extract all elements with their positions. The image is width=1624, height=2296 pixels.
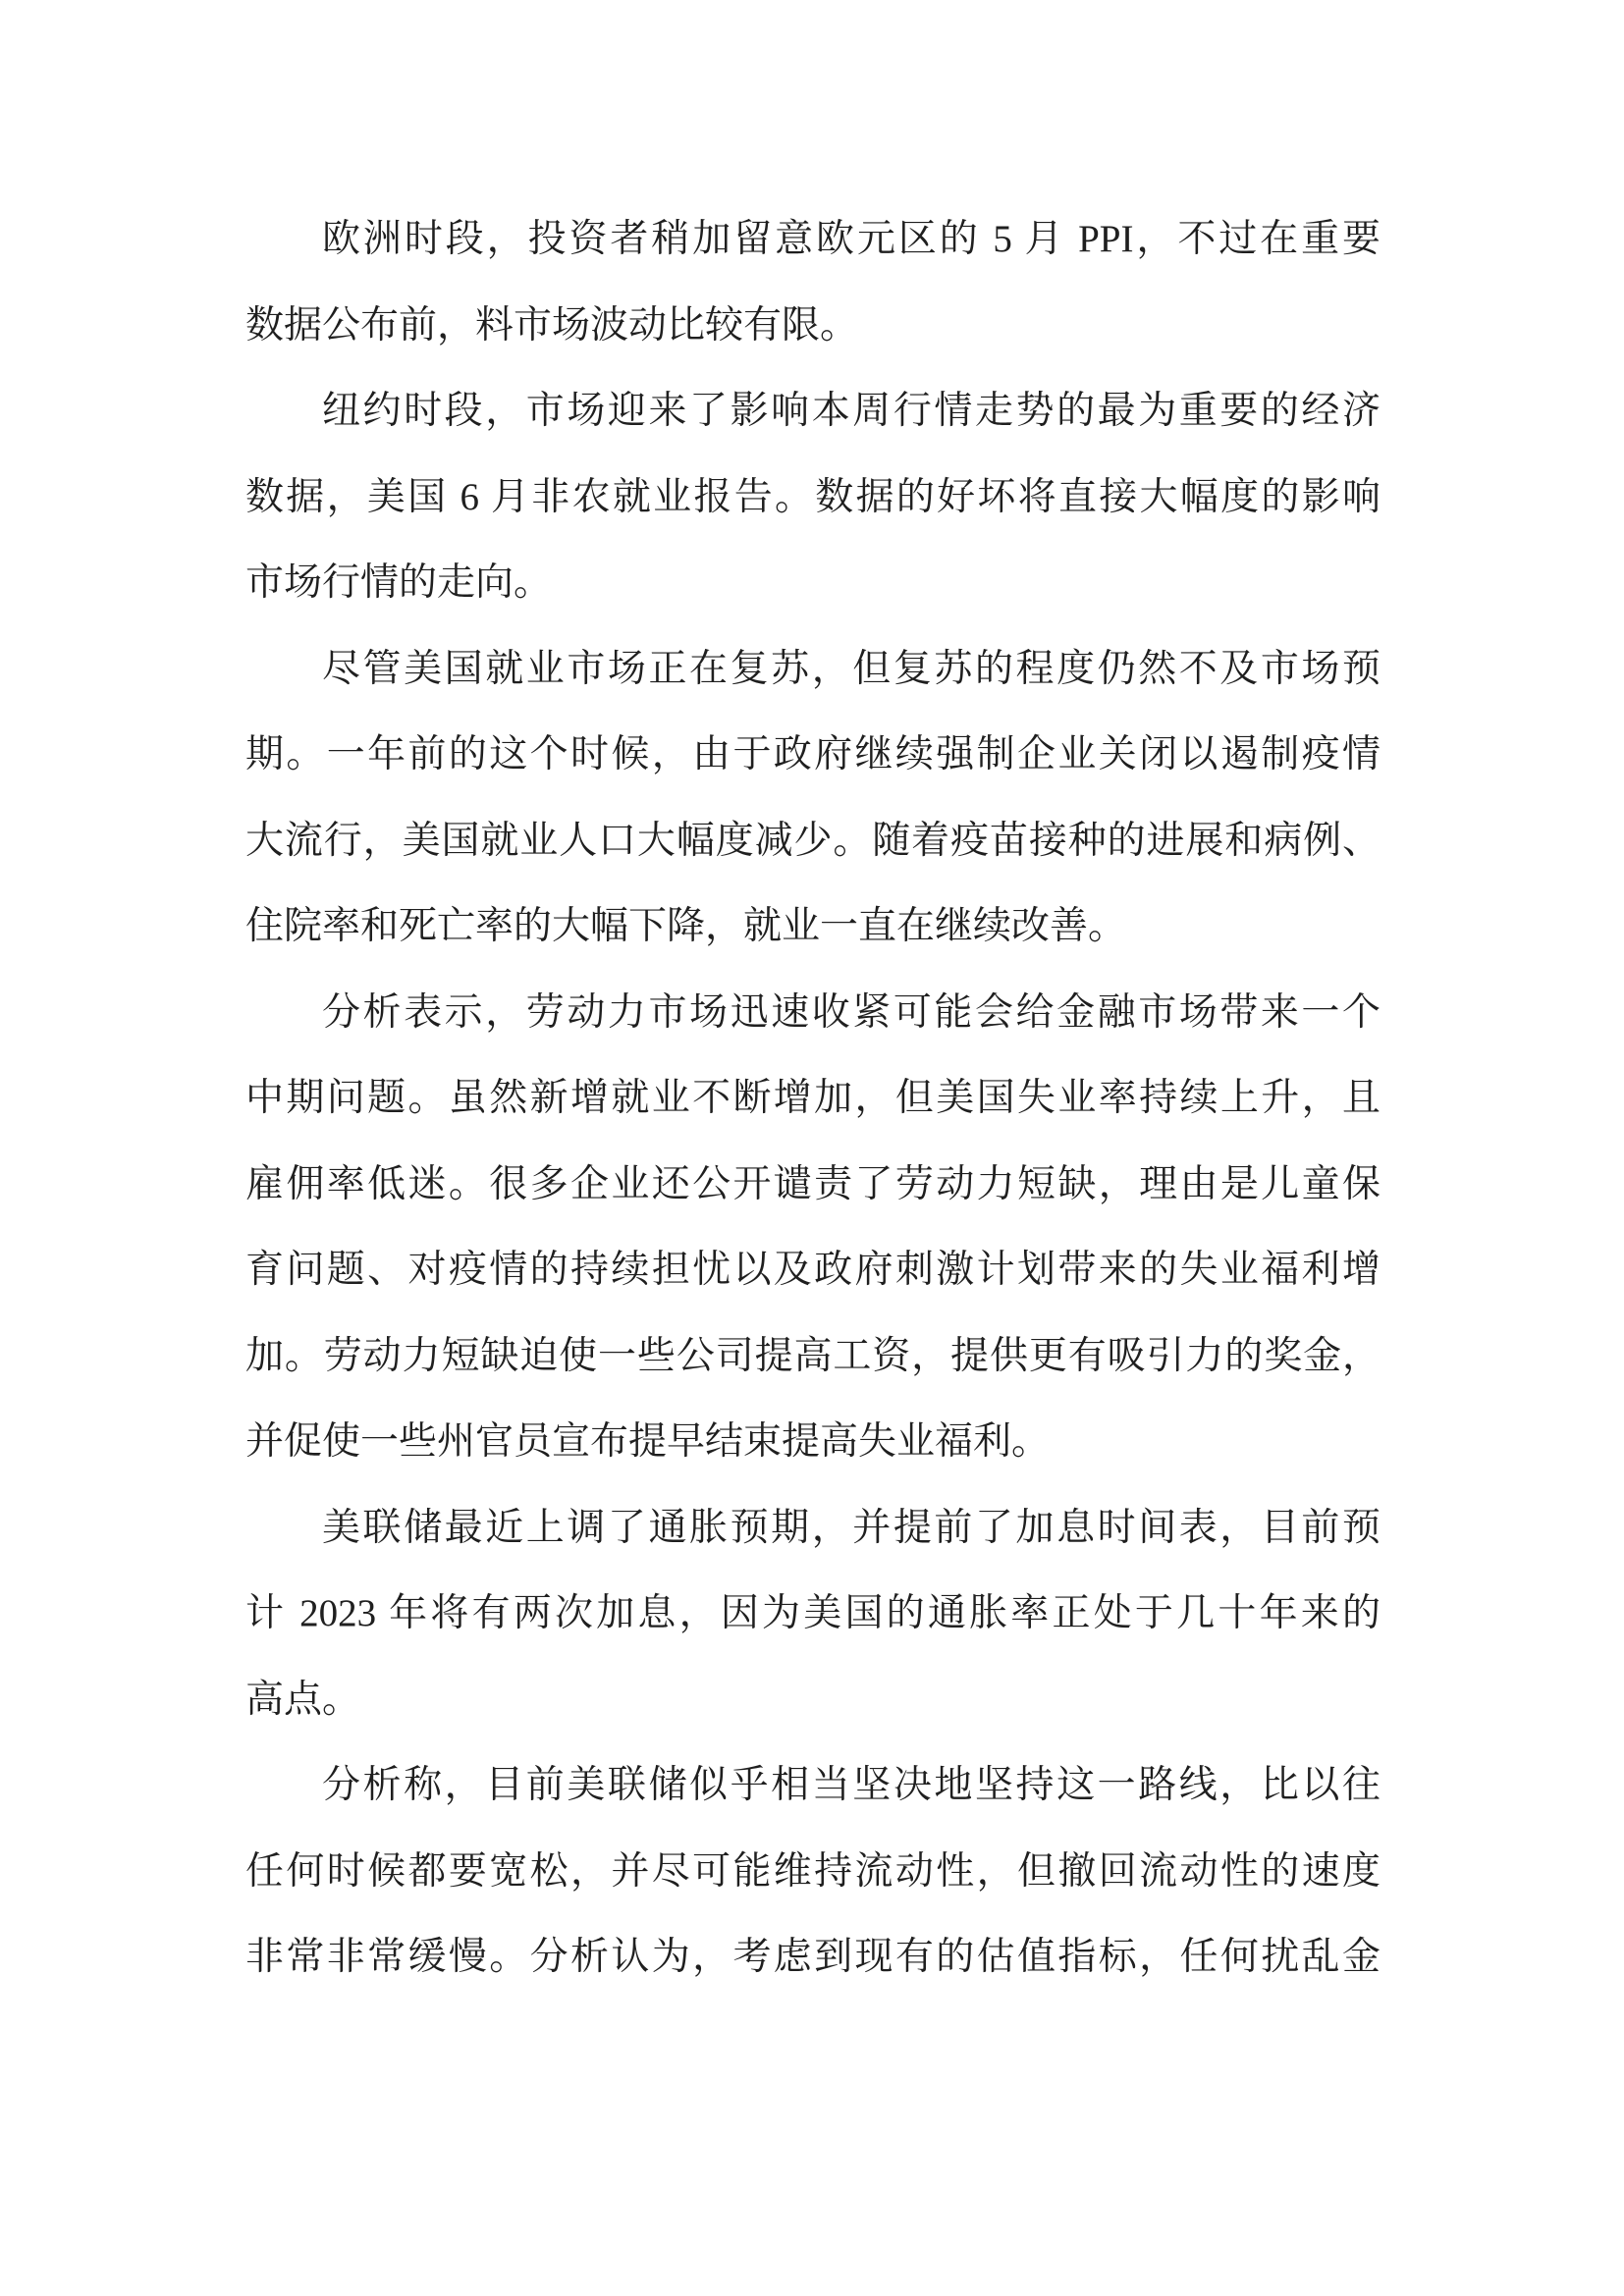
text-line: 期。一年前的这个时候，由于政府继续强制企业关闭以遏制疫情 (245, 733, 1380, 775)
text-line: 中期问题。虽然新增就业不断增加，但美国失业率持续上升，且 (245, 1077, 1380, 1119)
paragraph (245, 1742, 1380, 2001)
text-line: 数据，美国 6 月非农就业报告。数据的好坏将直接大幅度的影响 (245, 475, 1380, 518)
paragraph (245, 196, 1380, 368)
text-line: 计 2023 年将有两次加息，因为美国的通胀率正处于几十年来的 (245, 1592, 1380, 1634)
text-line: 大流行，美国就业人口大幅度减少。随着疫苗接种的进展和病例、 (245, 819, 1380, 862)
document-body (245, 196, 1380, 2001)
text-line: 欧洲时段，投资者稍加留意欧元区的 5 月 PPI，不过在重要 (322, 218, 1380, 260)
text-line: 并促使一些州官员宣布提早结束提高失业福利。 (245, 1420, 1051, 1463)
text-line: 市场行情的走向。 (245, 561, 553, 604)
text-line: 非常非常缓慢。分析认为，考虑到现有的估值指标，任何扰乱金 (245, 1936, 1380, 1978)
paragraph (245, 1485, 1380, 1743)
text-line: 高点。 (245, 1678, 361, 1721)
text-line: 数据公布前，料市场波动比较有限。 (245, 303, 859, 347)
text-line: 育问题、对疫情的持续担忧以及政府刺激计划带来的失业福利增 (245, 1249, 1380, 1291)
text-line: 尽管美国就业市场正在复苏，但复苏的程度仍然不及市场预 (322, 647, 1380, 690)
text-line: 纽约时段，市场迎来了影响本周行情走势的最为重要的经济 (322, 390, 1380, 432)
text-line: 任何时候都要宽松，并尽可能维持流动性，但撤回流动性的速度 (245, 1849, 1380, 1893)
text-line: 分析表示，劳动力市场迅速收紧可能会给金融市场带来一个 (322, 990, 1380, 1034)
text-line: 分析称，目前美联储似乎相当坚决地坚持这一路线，比以往 (322, 1764, 1380, 1806)
paragraph (245, 970, 1380, 1485)
text-line: 雇佣率低迷。很多企业还公开谴责了劳动力短缺，理由是儿童保 (245, 1162, 1380, 1205)
text-line: 加。劳动力短缺迫使一些公司提高工资，提供更有吸引力的奖金， (245, 1334, 1380, 1377)
text-line: 住院率和死亡率的大幅下降，就业一直在继续改善。 (245, 905, 1127, 947)
paragraph (245, 368, 1380, 626)
text-line: 美联储最近上调了通胀预期，并提前了加息时间表，目前预 (322, 1506, 1380, 1549)
paragraph (245, 626, 1380, 970)
